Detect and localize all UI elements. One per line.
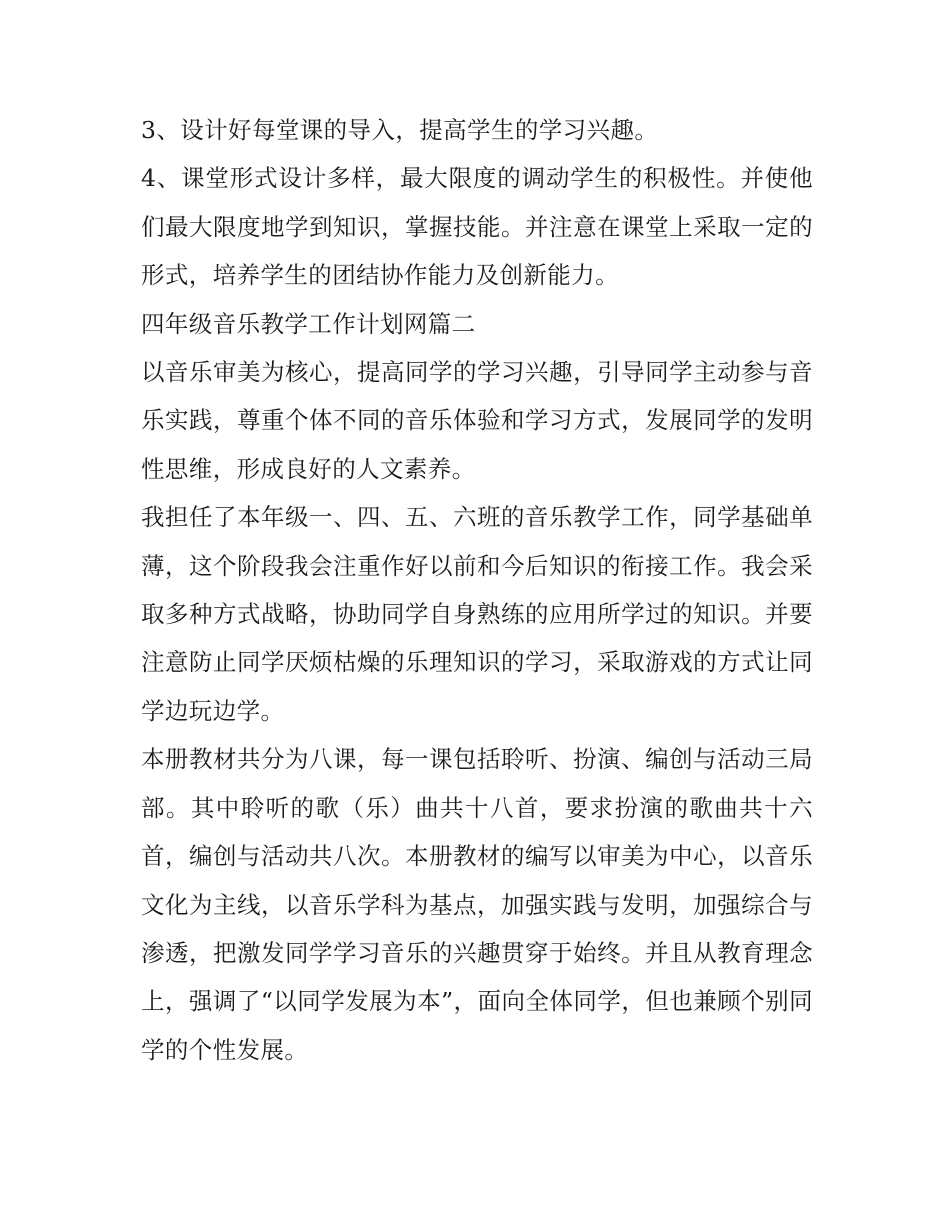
paragraph-class-situation: 我担任了本年级一、四、五、六班的音乐教学工作，同学基础单薄，这个阶段我会注重作好以前和今后知识的衔接工作。我会采取多种方式战略，协助同学自身熟练的应用所学过的知识。并要注意防止同学厌烦枯燥的乐理知识的学习，采取游戏的方式让同学边玩边学。	[141, 503, 813, 725]
paragraph-item-4: 4、课堂形式设计多样，最大限度的调动学生的积极性。并使他们最大限度地学到知识，掌握技能。并注意在课堂上采取一定的形式，培养学生的团结协作能力及创新能力。	[141, 164, 813, 290]
paragraph-textbook-analysis: 本册教材共分为八课，每一课包括聆听、扮演、编创与活动三局部。其中聆听的歌（乐）曲共十八首，要求扮演的歌曲共十六首，编创与活动共八次。本册教材的编写以审美为中心，以音乐文化为主线，以音乐学科为基点，加强实践与发明，加强综合与渗透，把激发同学学习音乐的兴趣贯穿于始终。并且从教育理念上，强调了“以同学发展为本”，面向全体同学，但也兼顾个别同学的个性发展。	[141, 745, 813, 1064]
paragraph-core-goal: 以音乐审美为核心，提高同学的学习兴趣，引导同学主动参与音乐实践，尊重个体不同的音乐体验和学习方式，发展同学的发明性思维，形成良好的人文素养。	[141, 358, 813, 483]
paragraph-item-3: 3、设计好每堂课的导入，提高学生的学习兴趣。	[141, 116, 659, 144]
document-body	[141, 106, 813, 1074]
section-heading: 四年级音乐教学工作计划网篇二	[141, 309, 476, 338]
